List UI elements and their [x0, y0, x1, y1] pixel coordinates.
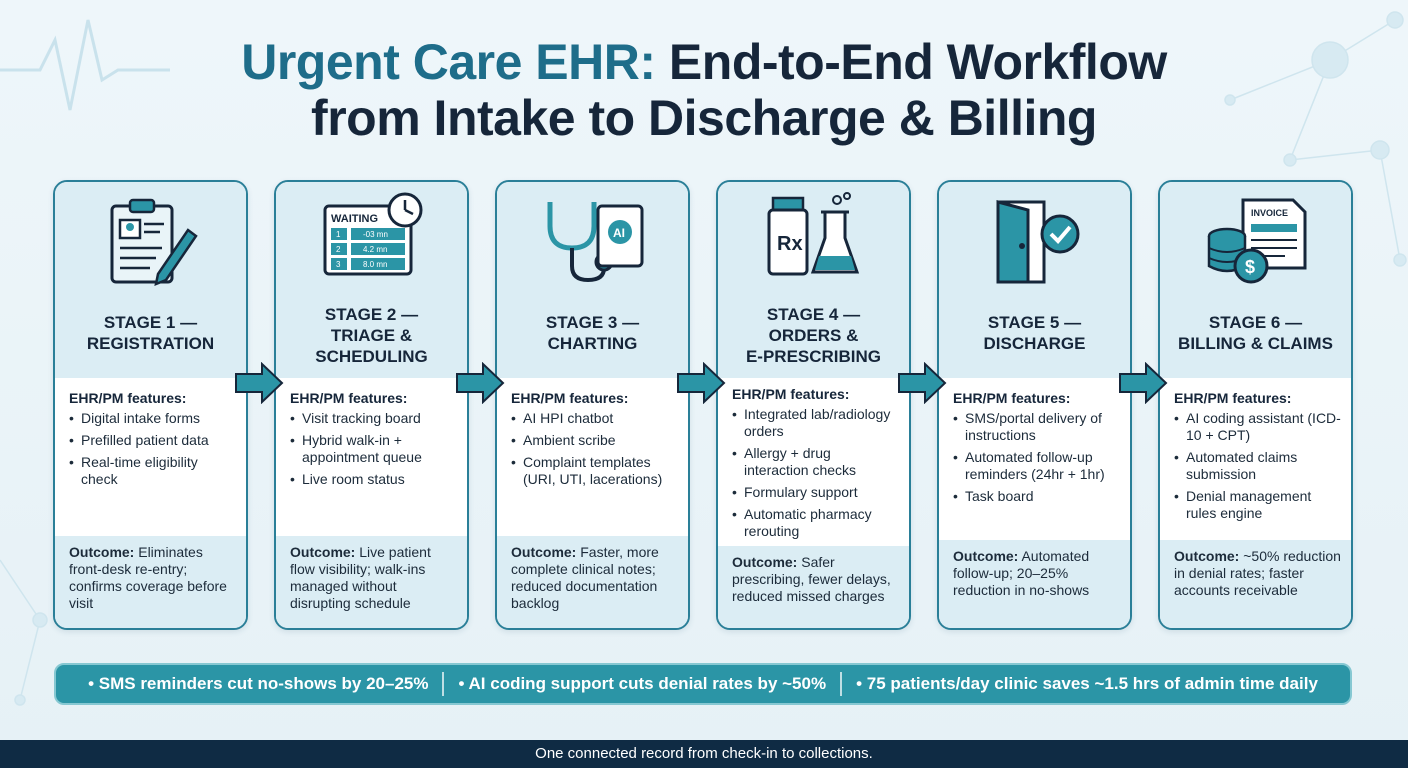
stage-card-charting: [495, 180, 690, 630]
feature-item: • Prefilled patient data: [69, 432, 236, 449]
stethoscope-ai-icon: [542, 196, 647, 286]
stage-card-billing: [1158, 180, 1353, 630]
flow-arrow-icon: [455, 362, 505, 404]
waiting-row-time: 8.0 mn: [363, 260, 388, 269]
dollar-sign: $: [1245, 257, 1256, 277]
stage-title-line: CHARTING: [547, 334, 638, 353]
feature-item: • Automatic pharmacy rerouting: [732, 506, 899, 540]
invoice-label: INVOICE: [1251, 208, 1289, 218]
summary-bar: [54, 663, 1352, 705]
features-header: EHR/PM features:: [953, 390, 1071, 406]
stage-card-discharge: [937, 180, 1132, 630]
feature-item: • AI HPI chatbot: [511, 410, 678, 427]
outcome-box: [939, 540, 1130, 628]
stage-title-line: STAGE 2 —: [324, 305, 419, 324]
outcome-label: Outcome:: [953, 548, 1019, 564]
outcome-text: Live patient flow visibility; walk-ins managed without disrupting schedule: [290, 544, 431, 611]
rx-bottle-flask-icon: [763, 192, 868, 282]
feature-item: • Hybrid walk-in + appointment queue: [290, 432, 457, 466]
outcome-box: [497, 536, 688, 628]
features-header: EHR/PM features:: [69, 390, 187, 406]
ai-badge-text: AI: [613, 226, 625, 240]
outcome-label: Outcome:: [290, 544, 356, 560]
feature-list: [718, 378, 909, 540]
waiting-board-icon: [321, 192, 426, 282]
stage-title-line: DISCHARGE: [983, 334, 1086, 353]
summary-divider: [442, 672, 444, 696]
outcome-text: Safer prescribing, fewer delays, reduced missed charges: [732, 554, 891, 604]
flow-arrow-icon: [676, 362, 726, 404]
outcome-box: [718, 546, 909, 628]
outcome-label: Outcome:: [69, 544, 135, 560]
summary-item: • AI coding support cuts denial rates by ~50%: [458, 674, 827, 693]
outcome-label: Outcome:: [732, 554, 798, 570]
feature-list: [939, 378, 1130, 505]
stage-title-line: BILLING & CLAIMS: [1178, 334, 1333, 353]
stage-title-line: STAGE 6 —: [1208, 313, 1303, 332]
stage-title-line: E-PRESCRIBING: [745, 347, 882, 366]
stage-title-line: STAGE 4 —: [766, 305, 861, 324]
outcome-text: Faster, more complete clinical notes; reduced documentation backlog: [511, 544, 659, 611]
footer-tagline: One connected record from check-in to collections.: [0, 740, 1408, 768]
flow-arrow-icon: [897, 362, 947, 404]
feature-item: • Automated follow-up reminders (24hr + 1hr): [953, 449, 1120, 483]
feature-item: • Ambient scribe: [511, 432, 678, 449]
outcome-text: ~50% reduction in denial rates; faster accounts receivable: [1174, 548, 1341, 598]
feature-item: • SMS/portal delivery of instructions: [953, 410, 1120, 444]
title-line2: from Intake to Discharge & Billing: [311, 90, 1097, 146]
stage-title-line: REGISTRATION: [86, 334, 215, 353]
flow-arrow-icon: [1118, 362, 1168, 404]
clipboard-icon: [100, 196, 205, 286]
stage-title-line: ORDERS &: [768, 326, 859, 345]
feature-item: • Formulary support: [732, 484, 899, 501]
outcome-box: [1160, 540, 1351, 628]
outcome-label: Outcome:: [1174, 548, 1240, 564]
feature-list: [497, 378, 688, 488]
feature-item: • Digital intake forms: [69, 410, 236, 427]
stage-card-registration: [53, 180, 248, 630]
feature-item: • AI coding assistant (ICD-10 + CPT): [1174, 410, 1341, 444]
door-check-icon: [984, 196, 1089, 286]
feature-list: [1160, 378, 1351, 522]
rx-label: Rx: [777, 233, 803, 255]
summary-item: • SMS reminders cut no-shows by 20–25%: [88, 674, 429, 693]
flow-arrow-icon: [234, 362, 284, 404]
summary-divider: [840, 672, 842, 696]
features-header: EHR/PM features:: [511, 390, 629, 406]
waiting-row-num: 3: [336, 260, 341, 269]
outcome-text: Eliminates front-desk re-entry; confirms coverage before visit: [69, 544, 227, 611]
feature-item: • Task board: [953, 488, 1120, 505]
stage-title-line: TRIAGE &: [330, 326, 413, 345]
stage-title-line: STAGE 1 —: [103, 313, 198, 332]
waiting-row-num: 1: [336, 230, 341, 239]
stage-card-orders: [716, 180, 911, 630]
stage-title-line: STAGE 5 —: [987, 313, 1082, 332]
outcome-text: Automated follow-up; 20–25% reduction in no-shows: [953, 548, 1090, 598]
title-line1-rest: End-to-End Workflow: [655, 34, 1167, 90]
feature-item: • Live room status: [290, 471, 457, 488]
outcome-label: Outcome:: [511, 544, 577, 560]
features-header: EHR/PM features:: [732, 386, 850, 402]
outcome-box: [276, 536, 467, 628]
feature-item: • Visit tracking board: [290, 410, 457, 427]
feature-list: [55, 378, 246, 488]
feature-list: [276, 378, 467, 488]
outcome-box: [55, 536, 246, 628]
feature-item: • Complaint templates (URI, UTI, lacerations): [511, 454, 678, 488]
stage-card-triage: [274, 180, 469, 630]
feature-item: • Integrated lab/radiology orders: [732, 406, 899, 440]
waiting-row-num: 2: [336, 245, 341, 254]
waiting-row-time: -03 mn: [363, 230, 388, 239]
feature-item: • Denial management rules engine: [1174, 488, 1341, 522]
summary-item: • 75 patients/day clinic saves ~1.5 hrs of admin time daily: [856, 674, 1318, 693]
features-header: EHR/PM features:: [1174, 390, 1292, 406]
title-accent: Urgent Care EHR:: [241, 34, 656, 90]
features-header: EHR/PM features:: [290, 390, 408, 406]
invoice-coins-icon: [1205, 196, 1310, 286]
stage-title-line: STAGE 3 —: [545, 313, 640, 332]
waiting-board-header: WAITING: [331, 213, 379, 225]
stage-title-line: SCHEDULING: [315, 347, 428, 366]
feature-item: • Allergy + drug interaction checks: [732, 445, 899, 479]
waiting-row-time: 4.2 mn: [363, 245, 388, 254]
feature-item: • Real-time eligibility check: [69, 454, 236, 488]
page-title: [0, 34, 1408, 146]
feature-item: • Automated claims submission: [1174, 449, 1341, 483]
